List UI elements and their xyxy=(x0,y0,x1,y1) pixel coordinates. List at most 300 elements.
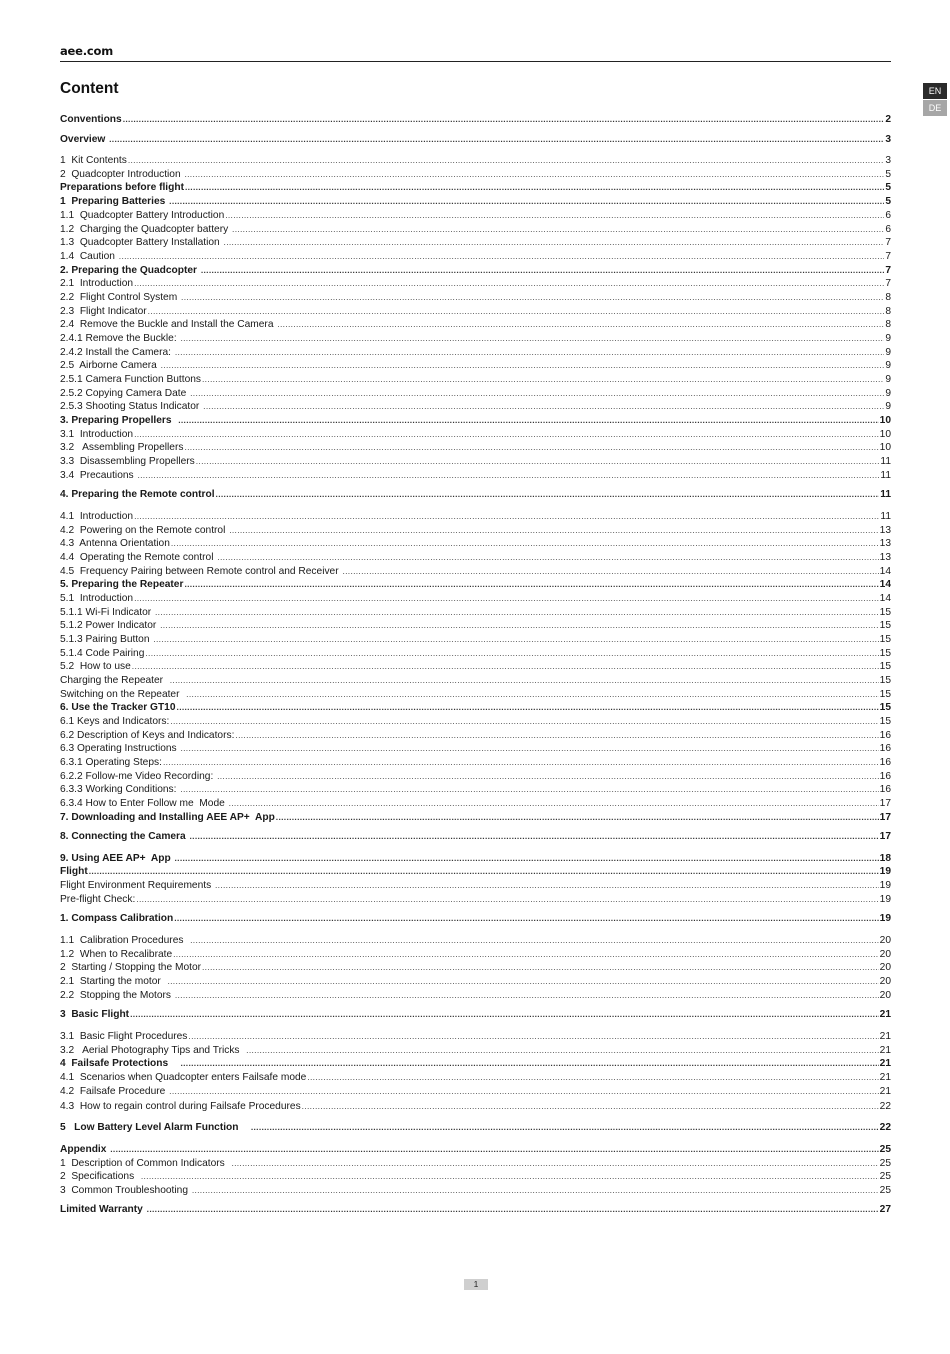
toc-entry-label: 2.1 Introduction xyxy=(60,278,134,289)
toc-entry-label: 3 Basic Flight xyxy=(60,1009,130,1020)
toc-leader-dots xyxy=(177,701,879,715)
toc-leader-dots xyxy=(132,660,879,674)
toc-entry-label: 6. Use the Tracker GT10 xyxy=(60,702,176,713)
toc-entry-label: Charging the Repeater xyxy=(60,675,169,686)
toc-entry-page: 11 xyxy=(880,456,891,467)
toc-entry-label: 1 Kit Contents xyxy=(60,155,127,166)
toc-leader-dots xyxy=(277,318,884,332)
toc-leader-dots xyxy=(145,647,878,661)
toc-leader-dots xyxy=(136,893,878,907)
toc-entry-page: 17 xyxy=(879,831,891,842)
toc-leader-dots xyxy=(169,195,884,209)
toc-entry-label: 6.2 Description of Keys and Indicators: xyxy=(60,730,235,741)
toc-leader-dots xyxy=(231,1157,878,1171)
toc-entry-page: 9 xyxy=(885,333,891,344)
toc-leader-dots xyxy=(302,1100,879,1114)
toc-leader-dots xyxy=(224,236,885,250)
toc-entry-label: 5.1 Introduction xyxy=(60,593,134,604)
toc-entry[interactable] xyxy=(60,934,891,948)
toc-leader-dots xyxy=(201,264,885,278)
toc-leader-dots xyxy=(185,181,884,195)
toc-leader-dots xyxy=(203,400,884,414)
toc-entry-label: 7. Downloading and Installing AEE AP+ App xyxy=(60,812,275,823)
toc-entry[interactable] xyxy=(60,250,891,264)
toc-entry-page: 20 xyxy=(879,949,891,960)
toc-entry-label: 3 Common Troubleshooting xyxy=(60,1185,191,1196)
toc-entry-label: 4.2 Failsafe Procedure xyxy=(60,1086,169,1097)
toc-entry-page: 8 xyxy=(885,319,891,330)
toc-leader-dots xyxy=(134,592,879,606)
toc-entry-page: 16 xyxy=(879,771,891,782)
toc-entry[interactable] xyxy=(60,660,891,674)
toc-leader-dots xyxy=(196,455,880,469)
toc-entry-page: 10 xyxy=(879,429,891,440)
toc-entry-page: 22 xyxy=(879,1101,891,1112)
toc-entry[interactable] xyxy=(60,236,891,250)
toc-leader-dots xyxy=(134,510,879,524)
toc-entry-label: 4 Failsafe Protections xyxy=(60,1058,180,1069)
toc-entry[interactable] xyxy=(60,209,891,223)
toc-entry-label: 3.1 Basic Flight Procedures xyxy=(60,1031,188,1042)
toc-entry-label: 8. Connecting the Camera xyxy=(60,831,189,842)
toc-entry[interactable] xyxy=(60,455,891,469)
toc-entry-page: 15 xyxy=(879,607,891,618)
toc-entry[interactable] xyxy=(60,441,891,455)
toc-entry-page: 18 xyxy=(879,853,891,864)
toc-entry-label: Appendix xyxy=(60,1144,110,1155)
toc-entry-page: 20 xyxy=(879,935,891,946)
toc-entry-label: 3.4 Precautions xyxy=(60,470,137,481)
toc-entry-page: 16 xyxy=(879,757,891,768)
toc-entry-page: 17 xyxy=(879,798,891,809)
toc-entry-label: Flight xyxy=(60,866,88,877)
toc-entry-label: 2.5.3 Shooting Status Indicator xyxy=(60,401,203,412)
toc-entry-page: 6 xyxy=(885,224,891,235)
toc-entry-label: 4. Preparing the Remote control xyxy=(60,489,215,500)
toc-entry-label: 6.3.3 Working Conditions: xyxy=(60,784,180,795)
toc-entry-label: 2.4 Remove the Buckle and Install the Camera xyxy=(60,319,277,330)
toc-leader-dots xyxy=(160,619,879,633)
toc-entry[interactable] xyxy=(60,318,891,332)
toc-entry-page: 15 xyxy=(879,702,891,713)
toc-entry[interactable] xyxy=(60,742,891,756)
toc-entry-page: 16 xyxy=(879,743,891,754)
toc-entry[interactable] xyxy=(60,264,891,278)
toc-entry[interactable] xyxy=(60,865,891,879)
toc-entry[interactable] xyxy=(60,346,891,360)
toc-entry[interactable] xyxy=(60,912,891,926)
toc-entry-page: 9 xyxy=(885,388,891,399)
toc-entry-page: 21 xyxy=(879,1058,891,1069)
toc-entry[interactable] xyxy=(60,1044,891,1058)
toc-entry[interactable] xyxy=(60,195,891,209)
toc-leader-dots xyxy=(181,291,884,305)
toc-leader-dots xyxy=(109,133,884,147)
page-title: Content xyxy=(60,80,119,97)
toc-entry-page: 15 xyxy=(879,634,891,645)
toc-entry-label: 2.1 Starting the motor xyxy=(60,976,167,987)
toc-entry-label: 5. Preparing the Repeater xyxy=(60,579,184,590)
toc-leader-dots xyxy=(229,524,878,538)
toc-entry-label: 4.5 Frequency Pairing between Remote control and Receiver xyxy=(60,566,342,577)
toc-entry[interactable] xyxy=(60,879,891,893)
toc-entry-label: Overview xyxy=(60,134,109,145)
toc-leader-dots xyxy=(202,961,879,975)
toc-entry-page: 5 xyxy=(885,182,891,193)
toc-entry-page: 21 xyxy=(879,1086,891,1097)
toc-entry-page: 7 xyxy=(885,278,891,289)
toc-leader-dots xyxy=(134,277,884,291)
toc-leader-dots xyxy=(161,359,885,373)
toc-entry-page: 25 xyxy=(879,1171,891,1182)
toc-entry-label: 5.1.4 Code Pairing xyxy=(60,648,145,659)
toc-entry[interactable] xyxy=(60,488,891,502)
toc-entry[interactable] xyxy=(60,1184,891,1198)
toc-entry-label: 1. Compass Calibration xyxy=(60,913,174,924)
toc-entry-page: 25 xyxy=(879,1144,891,1155)
toc-leader-dots xyxy=(89,865,879,879)
toc-entry-label: 1.3 Quadcopter Battery Installation xyxy=(60,237,223,248)
toc-entry-page: 21 xyxy=(879,1045,891,1056)
toc-entry[interactable] xyxy=(60,1008,891,1022)
toc-leader-dots xyxy=(188,1030,878,1044)
toc-leader-dots xyxy=(190,830,879,844)
toc-leader-dots xyxy=(180,783,878,797)
toc-leader-dots xyxy=(170,715,878,729)
toc-entry[interactable] xyxy=(60,633,891,647)
toc-entry[interactable] xyxy=(60,1100,891,1114)
toc-leader-dots xyxy=(342,565,878,579)
toc-entry-page: 22 xyxy=(879,1122,891,1133)
toc-entry[interactable] xyxy=(60,1071,891,1085)
toc-entry-label: 2.5.2 Copying Camera Date xyxy=(60,388,190,399)
toc-entry[interactable] xyxy=(60,359,891,373)
toc-leader-dots xyxy=(169,1085,878,1099)
toc-entry-page: 10 xyxy=(879,415,891,426)
toc-entry-page: 20 xyxy=(879,990,891,1001)
toc-entry-label: 2 Starting / Stopping the Motor xyxy=(60,962,202,973)
toc-leader-dots xyxy=(170,674,879,688)
toc-entry-label: 2. Preparing the Quadcopter xyxy=(60,265,200,276)
toc-entry-label: 5.1.1 Wi-Fi Indicator xyxy=(60,607,154,618)
toc-entry-page: 11 xyxy=(880,489,891,500)
toc-leader-dots xyxy=(167,975,878,989)
toc-leader-dots xyxy=(229,797,879,811)
toc-entry[interactable] xyxy=(60,113,891,127)
toc-entry-page: 19 xyxy=(879,894,891,905)
toc-entry[interactable] xyxy=(60,154,891,168)
toc-entry-label: 3.3 Disassembling Propellers xyxy=(60,456,195,467)
toc-leader-dots xyxy=(215,879,879,893)
toc-leader-dots xyxy=(137,469,879,483)
toc-entry[interactable] xyxy=(60,414,891,428)
toc-leader-dots xyxy=(147,1203,879,1217)
toc-entry[interactable] xyxy=(60,524,891,538)
toc-entry-page: 15 xyxy=(879,675,891,686)
toc-entry-label: 6.3.1 Operating Steps: xyxy=(60,757,162,768)
toc-entry-label: 1.2 Charging the Quadcopter battery xyxy=(60,224,232,235)
toc-leader-dots xyxy=(180,742,878,756)
toc-entry-page: 9 xyxy=(885,347,891,358)
toc-leader-dots xyxy=(163,756,879,770)
toc-leader-dots xyxy=(216,488,880,502)
toc-entry-label: 6.3 Operating Instructions xyxy=(60,743,180,754)
language-tabs xyxy=(923,83,947,117)
toc-entry-label: 4.3 How to regain control during Failsafe Procedures xyxy=(60,1101,301,1112)
language-tab-de[interactable]: DE xyxy=(923,100,947,116)
toc-entry-label: 1.1 Calibration Procedures xyxy=(60,935,190,946)
toc-entry[interactable] xyxy=(60,852,891,866)
toc-entry[interactable] xyxy=(60,565,891,579)
toc-entry-page: 13 xyxy=(879,538,891,549)
toc-entry[interactable] xyxy=(60,756,891,770)
toc-entry[interactable] xyxy=(60,223,891,237)
toc-entry-page: 20 xyxy=(879,962,891,973)
toc-leader-dots xyxy=(134,428,879,442)
toc-entry-label: 3.2 Assembling Propellers xyxy=(60,442,184,453)
toc-entry[interactable] xyxy=(60,291,891,305)
toc-entry-label: 6.2.2 Follow-me Video Recording: xyxy=(60,771,217,782)
toc-leader-dots xyxy=(180,332,884,346)
toc-entry[interactable] xyxy=(60,674,891,688)
toc-leader-dots xyxy=(155,606,879,620)
toc-leader-dots xyxy=(130,1008,879,1022)
toc-leader-dots xyxy=(184,168,884,182)
toc-entry[interactable] xyxy=(60,1143,891,1157)
toc-leader-dots xyxy=(307,1071,878,1085)
toc-entry-page: 17 xyxy=(879,812,891,823)
toc-entry-label: 2.5 Airborne Camera xyxy=(60,360,160,371)
toc-entry-label: Preparations before flight xyxy=(60,182,184,193)
toc-leader-dots xyxy=(184,441,878,455)
toc-entry-page: 6 xyxy=(885,210,891,221)
toc-entry[interactable] xyxy=(60,332,891,346)
toc-entry-page: 21 xyxy=(879,1009,891,1020)
toc-entry[interactable] xyxy=(60,811,891,825)
toc-entry-label: 2 Quadcopter Introduction xyxy=(60,169,184,180)
toc-entry-label: 2.5.1 Camera Function Buttons xyxy=(60,374,202,385)
toc-entry-page: 5 xyxy=(885,169,891,180)
toc-entry[interactable] xyxy=(60,701,891,715)
toc-leader-dots xyxy=(123,113,885,127)
toc-entry[interactable] xyxy=(60,1203,891,1217)
toc-entry-page: 13 xyxy=(879,525,891,536)
toc-entry[interactable] xyxy=(60,551,891,565)
toc-entry-label: Pre-flight Check: xyxy=(60,894,136,905)
toc-entry[interactable] xyxy=(60,770,891,784)
toc-entry-page: 9 xyxy=(885,374,891,385)
toc-entry-page: 11 xyxy=(880,511,891,522)
toc-entry[interactable] xyxy=(60,1157,891,1171)
toc-entry-page: 15 xyxy=(879,689,891,700)
toc-entry-page: 5 xyxy=(885,196,891,207)
toc-leader-dots xyxy=(202,373,884,387)
toc-entry[interactable] xyxy=(60,510,891,524)
toc-leader-dots xyxy=(178,414,878,428)
toc-entry-page: 25 xyxy=(879,1185,891,1196)
toc-entry-label: 4.4 Operating the Remote control xyxy=(60,552,217,563)
toc-leader-dots xyxy=(251,1121,879,1135)
toc-entry-page: 14 xyxy=(879,566,891,577)
toc-entry[interactable] xyxy=(60,1121,891,1135)
toc-leader-dots xyxy=(192,1184,879,1198)
toc-leader-dots xyxy=(173,948,879,962)
toc-entry-label: Conventions xyxy=(60,114,122,125)
toc-entry[interactable] xyxy=(60,428,891,442)
toc-entry-page: 14 xyxy=(879,579,891,590)
toc-entry-page: 8 xyxy=(885,306,891,317)
toc-entry[interactable] xyxy=(60,469,891,483)
toc-entry-page: 20 xyxy=(879,976,891,987)
toc-entry-label: 1 Description of Common Indicators xyxy=(60,1158,231,1169)
toc-entry-label: 3.2 Aerial Photography Tips and Tricks xyxy=(60,1045,246,1056)
toc-leader-dots xyxy=(180,1057,878,1071)
toc-entry-page: 14 xyxy=(879,593,891,604)
toc-leader-dots xyxy=(184,578,878,592)
toc-entry-label: 3.1 Introduction xyxy=(60,429,134,440)
toc-leader-dots xyxy=(171,537,879,551)
toc-leader-dots xyxy=(246,1044,878,1058)
toc-entry-label: 4.2 Powering on the Remote control xyxy=(60,525,229,536)
toc-entry[interactable] xyxy=(60,181,891,195)
toc-entry-page: 19 xyxy=(879,913,891,924)
toc-leader-dots xyxy=(225,209,884,223)
toc-entry-label: 2.3 Flight Indicator xyxy=(60,306,147,317)
toc-leader-dots xyxy=(110,1143,878,1157)
toc-entry[interactable] xyxy=(60,1057,891,1071)
toc-entry[interactable] xyxy=(60,1085,891,1099)
toc-leader-dots xyxy=(276,811,879,825)
toc-entry-page: 9 xyxy=(885,360,891,371)
toc-entry-page: 9 xyxy=(885,401,891,412)
header-divider xyxy=(60,61,891,62)
toc-entry-page: 19 xyxy=(879,880,891,891)
toc-entry[interactable] xyxy=(60,715,891,729)
toc-entry[interactable] xyxy=(60,975,891,989)
toc-entry-label: 4.1 Introduction xyxy=(60,511,134,522)
toc-entry[interactable] xyxy=(60,948,891,962)
toc-entry[interactable] xyxy=(60,606,891,620)
toc-entry-page: 15 xyxy=(879,648,891,659)
toc-entry[interactable] xyxy=(60,578,891,592)
toc-entry[interactable] xyxy=(60,619,891,633)
toc-leader-dots xyxy=(175,852,879,866)
toc-leader-dots xyxy=(190,387,884,401)
toc-entry[interactable] xyxy=(60,989,891,1003)
toc-entry-label: 6.3.4 How to Enter Follow me Mode xyxy=(60,798,228,809)
toc-entry[interactable] xyxy=(60,961,891,975)
toc-entry-label: 5.2 How to use xyxy=(60,661,131,672)
toc-entry-page: 7 xyxy=(885,237,891,248)
toc-entry[interactable] xyxy=(60,373,891,387)
toc-entry-label: Switching on the Repeater xyxy=(60,689,186,700)
toc-entry-page: 3 xyxy=(885,155,891,166)
toc-entry[interactable] xyxy=(60,168,891,182)
toc-entry-page: 7 xyxy=(885,265,891,276)
toc-entry-page: 15 xyxy=(879,620,891,631)
toc-entry-page: 21 xyxy=(879,1031,891,1042)
toc-entry[interactable] xyxy=(60,1170,891,1184)
toc-entry-page: 8 xyxy=(885,292,891,303)
toc-entry-page: 19 xyxy=(879,866,891,877)
toc-entry-label: 2.4.2 Install the Camera: xyxy=(60,347,174,358)
toc-entry-page: 16 xyxy=(879,730,891,741)
toc-entry[interactable] xyxy=(60,688,891,702)
toc-entry-page: 25 xyxy=(879,1158,891,1169)
toc-leader-dots xyxy=(119,250,885,264)
toc-entry-label: 1 Preparing Batteries xyxy=(60,196,169,207)
toc-leader-dots xyxy=(174,912,878,926)
toc-entry-label: 9. Using AEE AP+ App xyxy=(60,853,174,864)
toc-entry-page: 7 xyxy=(885,251,891,262)
toc-entry-label: 5 Low Battery Level Alarm Function xyxy=(60,1122,250,1133)
toc-entry-label: 2.2 Stopping the Motors xyxy=(60,990,174,1001)
toc-entry-label: Flight Environment Requirements xyxy=(60,880,215,891)
toc-entry[interactable] xyxy=(60,537,891,551)
toc-entry[interactable] xyxy=(60,592,891,606)
toc-entry[interactable] xyxy=(60,647,891,661)
toc-entry[interactable] xyxy=(60,783,891,797)
toc-entry-page: 15 xyxy=(879,661,891,672)
toc-entry-label: 4.3 Antenna Orientation xyxy=(60,538,170,549)
toc-entry[interactable] xyxy=(60,305,891,319)
toc-entry-label: 5.1.2 Power Indicator xyxy=(60,620,160,631)
toc-entry-label: 2.2 Flight Control System xyxy=(60,292,181,303)
toc-entry[interactable] xyxy=(60,893,891,907)
toc-entry[interactable] xyxy=(60,1030,891,1044)
toc-entry-page: 3 xyxy=(885,134,891,145)
toc-entry[interactable] xyxy=(60,797,891,811)
toc-leader-dots xyxy=(141,1170,879,1184)
toc-entry-label: 5.1.3 Pairing Button xyxy=(60,634,153,645)
language-tab-en[interactable]: EN xyxy=(923,83,947,99)
toc-entry-page: 21 xyxy=(879,1072,891,1083)
toc-leader-dots xyxy=(232,223,884,237)
toc-leader-dots xyxy=(175,989,879,1003)
toc-entry-label: 6.1 Keys and Indicators: xyxy=(60,716,170,727)
toc-entry-page: 16 xyxy=(879,784,891,795)
toc-leader-dots xyxy=(190,934,879,948)
toc-entry-label: 1.1 Quadcopter Battery Introduction xyxy=(60,210,225,221)
toc-entry-label: 1.4 Caution xyxy=(60,251,118,262)
toc-leader-dots xyxy=(186,688,879,702)
toc-entry-label: Limited Warranty xyxy=(60,1204,146,1215)
toc-entry-label: 2.4.1 Remove the Buckle: xyxy=(60,333,180,344)
toc-entry[interactable] xyxy=(60,830,891,844)
toc-leader-dots xyxy=(153,633,878,647)
toc-entry[interactable] xyxy=(60,729,891,743)
toc-entry[interactable] xyxy=(60,133,891,147)
toc-leader-dots xyxy=(148,305,885,319)
toc-leader-dots xyxy=(175,346,885,360)
toc-entry-page: 2 xyxy=(885,114,891,125)
toc-entry[interactable] xyxy=(60,277,891,291)
toc-entry-page: 10 xyxy=(879,442,891,453)
toc-entry[interactable] xyxy=(60,387,891,401)
toc-entry[interactable] xyxy=(60,400,891,414)
toc-entry-page: 27 xyxy=(879,1204,891,1215)
toc-leader-dots xyxy=(235,729,878,743)
page-number: 1 xyxy=(464,1279,488,1290)
toc-entry-label: 2 Specifications xyxy=(60,1171,140,1182)
toc-entry-label: 4.1 Scenarios when Quadcopter enters Failsafe mode xyxy=(60,1072,307,1083)
toc-leader-dots xyxy=(217,551,878,565)
toc-entry-label: 1.2 When to Recalibrate xyxy=(60,949,173,960)
toc-entry-page: 11 xyxy=(880,470,891,481)
toc-entry-page: 15 xyxy=(879,716,891,727)
toc-entry-page: 13 xyxy=(879,552,891,563)
toc-leader-dots xyxy=(217,770,879,784)
